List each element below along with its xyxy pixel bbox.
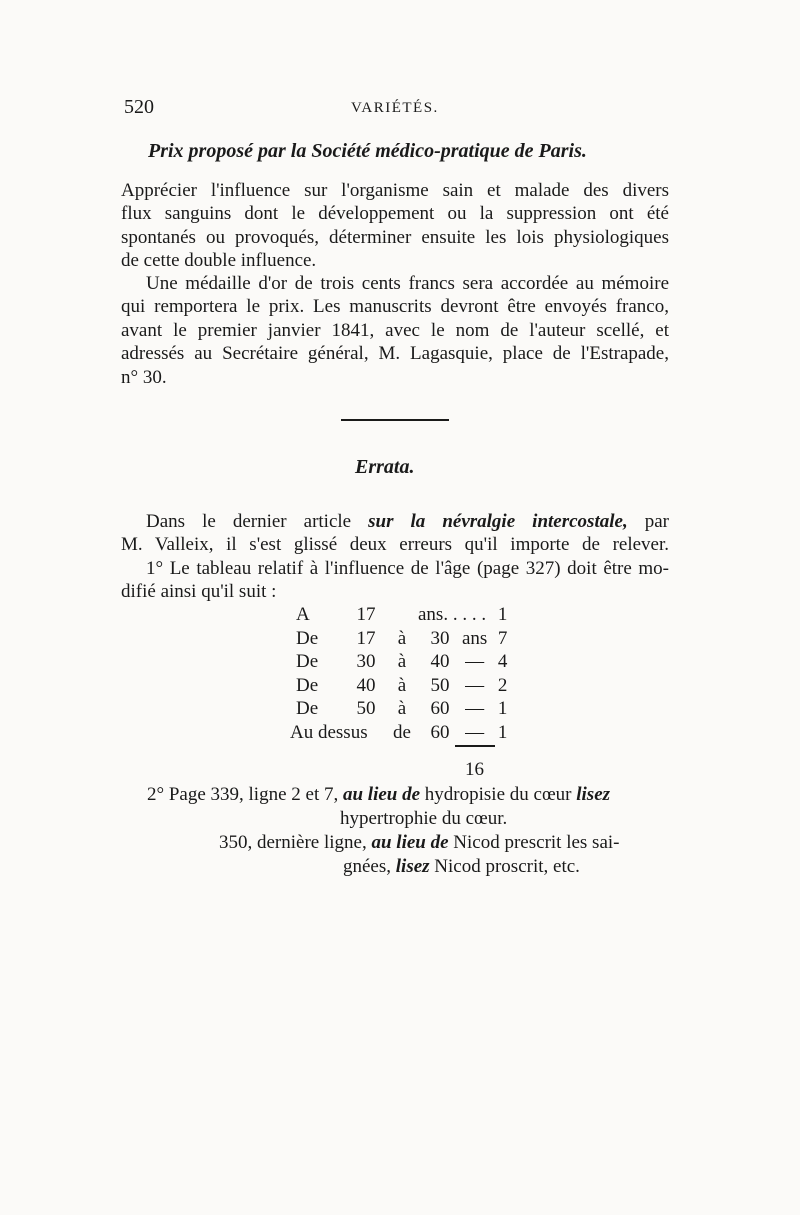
age-count: 4	[497, 651, 508, 672]
age-to: 30	[430, 627, 450, 649]
age-connector: à	[397, 698, 407, 719]
age-table	[290, 603, 507, 744]
text-run: Nicod prescrit les sai-	[448, 832, 620, 853]
correction-line	[147, 784, 610, 806]
text-line: avant le premier janvier 1841, avec le nom de l'auteur scellé, et	[121, 319, 669, 341]
total-count: 16	[465, 759, 484, 780]
correction-line: hypertrophie du cœur.	[340, 808, 508, 829]
age-separator: ans	[462, 627, 488, 649]
age-prefix: De	[296, 674, 319, 696]
age-prefix: De	[296, 698, 319, 719]
text-run: 350, dernière ligne,	[219, 832, 372, 853]
age-table-row	[290, 603, 507, 627]
age-connector: à	[397, 674, 407, 696]
age-from: 17	[356, 627, 376, 649]
text-line: Une médaille d'or de trois cents francs sera accordée au mémoire	[146, 273, 669, 294]
prize-title: Prix proposé par la Société médico-pratique de Paris.	[148, 140, 587, 162]
age-prefix: Au dessus	[290, 721, 368, 743]
age-prefix: De	[296, 627, 319, 649]
text-line: Apprécier l'influence sur l'organisme sain et malade des divers	[121, 180, 669, 201]
total-rule	[455, 745, 495, 747]
age-to: ans. . . . .	[418, 604, 487, 625]
age-connector: à	[397, 627, 407, 649]
age-to: 60	[430, 698, 450, 719]
text-run: lisez	[576, 784, 611, 805]
text-run: Nicod proscrit, etc.	[429, 856, 580, 877]
prize-paragraph-2	[121, 272, 669, 389]
text-line: flux sanguins dont le développement ou la suppression ont été	[121, 203, 669, 225]
age-count: 1	[497, 604, 508, 625]
age-to: 50	[430, 674, 450, 696]
correction-line	[219, 832, 620, 854]
age-from: 50	[356, 698, 376, 719]
text-run: au lieu de	[371, 832, 449, 853]
age-count: 1	[497, 721, 508, 743]
page-number: 520	[124, 96, 154, 118]
text-line: spontanés ou provoqués, déterminer ensuite les lois physiologiques	[121, 226, 669, 248]
age-separator: —	[465, 698, 485, 719]
text-run: 2° Page 339, ligne 2 et 7,	[147, 784, 343, 805]
correction-line	[343, 856, 580, 878]
text-run: gnées,	[343, 856, 396, 877]
text-line	[121, 510, 669, 533]
age-from: 30	[356, 651, 376, 672]
age-table-row	[290, 627, 507, 651]
age-connector: à	[397, 651, 407, 672]
age-connector	[386, 603, 418, 627]
age-connector: de	[393, 721, 411, 743]
age-table-row	[290, 721, 507, 745]
text-run: hydropisie du cœur	[420, 784, 577, 805]
text-run: lisez	[395, 856, 430, 877]
text-line: M. Valleix, il s'est glissé deux erreurs qu'il importe de relever.	[121, 534, 669, 556]
text-line: 1° Le tableau relatif à l'influence de l'âge (page 327) doit être mo-	[146, 557, 669, 579]
prize-paragraph-1	[121, 179, 669, 273]
age-table-row	[290, 650, 507, 674]
running-head: VARIÉTÉS.	[351, 100, 439, 116]
text-line: qui remportera le prix. Les manuscrits devront être envoyés franco,	[121, 296, 669, 318]
age-from: 40	[356, 674, 376, 696]
text-run: par	[627, 511, 669, 532]
age-from: 17	[356, 604, 376, 625]
age-separator: —	[465, 674, 485, 696]
age-to: 60	[430, 721, 450, 743]
age-separator: —	[465, 721, 485, 743]
text-line: de cette double influence.	[121, 250, 317, 272]
age-prefix: De	[296, 651, 319, 672]
errata-title: Errata.	[355, 456, 415, 478]
age-prefix: A	[296, 604, 310, 625]
article-title: sur la névralgie intercostale,	[368, 511, 628, 532]
age-to: 40	[430, 651, 450, 672]
text-line: adressés au Secrétaire général, M. Lagasquie, place de l'Estrapade,	[121, 343, 669, 365]
age-table-row	[290, 674, 507, 698]
text-line: difié ainsi qu'il suit :	[121, 581, 277, 603]
errata-intro	[121, 510, 669, 604]
age-count: 7	[497, 627, 508, 649]
age-count: 2	[497, 674, 508, 696]
section-divider	[341, 419, 449, 421]
text-line: n° 30.	[121, 366, 167, 388]
age-table-row	[290, 697, 507, 721]
text-run: Dans le dernier article	[146, 511, 369, 532]
text-run: au lieu de	[342, 784, 421, 805]
age-separator: —	[465, 651, 485, 672]
age-count: 1	[497, 698, 508, 719]
